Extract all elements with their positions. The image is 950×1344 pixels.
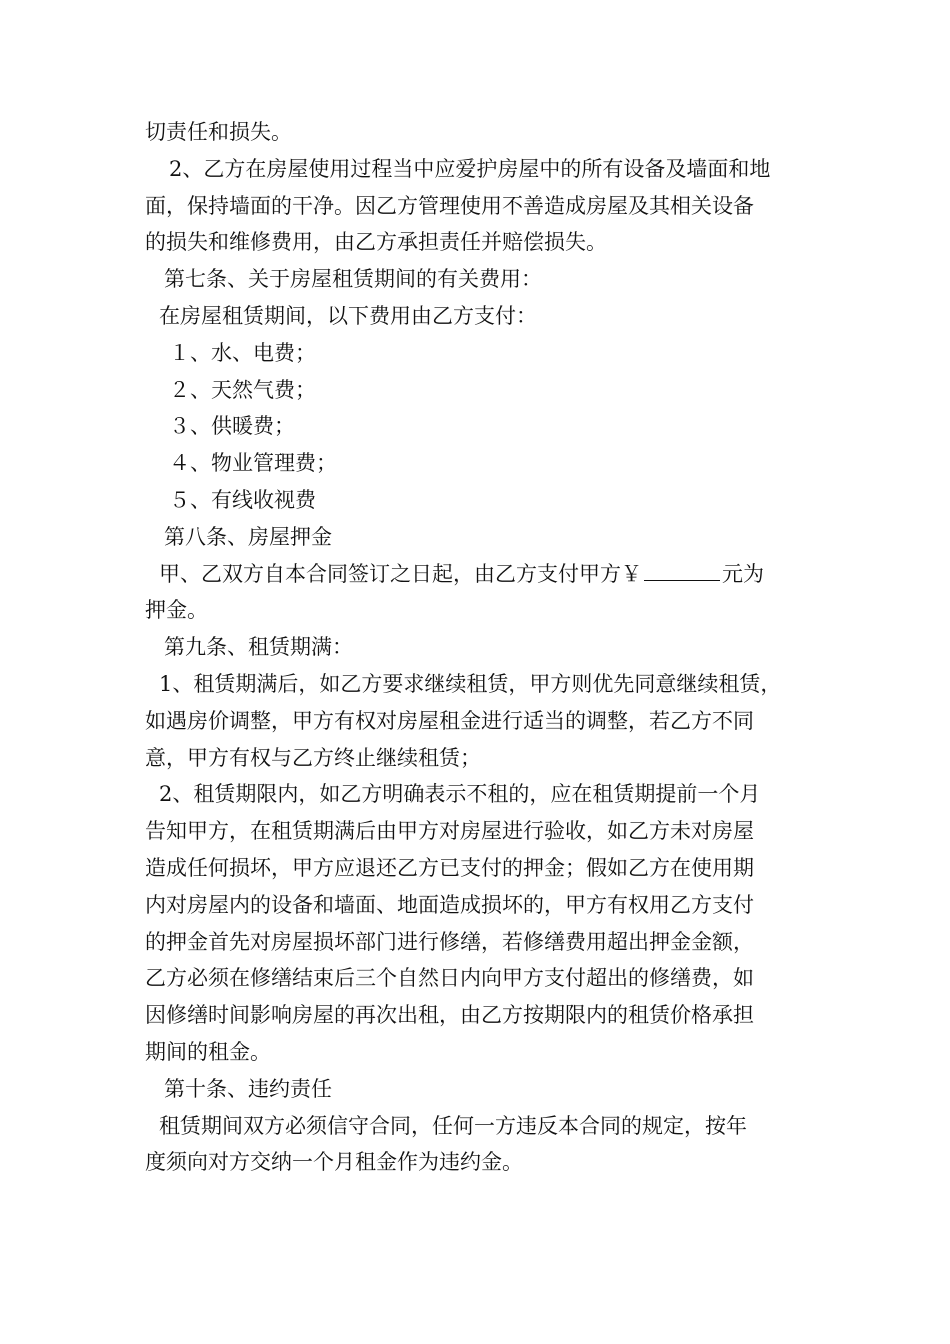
paragraph-line: 告知甲方，在租赁期满后由甲方对房屋进行验收，如乙方未对房屋 [145,819,754,844]
document-body [145,114,810,1181]
paragraph-line: 在房屋租赁期间，以下费用由乙方支付： [159,303,537,328]
paragraph-line: 切责任和损失。 [145,120,292,144]
paragraph-line: 的押金首先对房屋损坏部门进行修缮，若修缮费用超出押金金额， [145,929,754,954]
clause-item-1: 1、租赁期满后，如乙方要求继续租赁，甲方则优先同意继续租赁， [159,671,782,696]
paragraph-line: 内对房屋内的设备和墙面、地面造成损坏的，甲方有权用乙方支付 [145,892,754,917]
paragraph-line: 期间的租金。 [145,1039,271,1064]
paragraph-line: 造成任何损坏，甲方应退还乙方已支付的押金；假如乙方在使用期 [145,855,754,880]
article-heading-9: 第九条、租赁期满： [164,635,353,660]
paragraph-line: 的损失和维修费用，由乙方承担责任并赔偿损失。 [145,230,607,255]
deposit-amount-blank [644,560,720,581]
fee-item-4: ４、物业管理费； [169,451,337,476]
article-heading-8: 第八条、房屋押金 [164,524,332,549]
article-heading-7: 第七条、关于房屋租赁期间的有关费用： [164,267,542,292]
clause-item-2: 2、乙方在房屋使用过程当中应爱护房屋中的所有设备及墙面和地 [169,156,771,181]
paragraph-line: 面，保持墙面的干净。因乙方管理使用不善造成房屋及其相关设备 [145,193,754,218]
paragraph-line: 押金。 [145,598,208,623]
fee-item-1: １、水、电费； [169,340,316,365]
article-heading-10: 第十条、违约责任 [164,1076,332,1101]
paragraph-line: 乙方必须在修缮结束后三个自然日内向甲方支付超出的修缮费，如 [145,966,754,991]
deposit-text: 甲、乙双方自本合同签订之日起，由乙方支付甲方￥ [159,561,642,586]
paragraph-line: 意，甲方有权与乙方终止继续租赁； [145,745,481,770]
paragraph-line: 如遇房价调整，甲方有权对房屋租金进行适当的调整，若乙方不同 [145,708,754,733]
paragraph-line: 租赁期间双方必须信守合同，任何一方违反本合同的规定，按年 [159,1113,747,1138]
deposit-text-end: 元为 [722,561,764,586]
fee-item-5: ５、有线收视费 [169,487,316,512]
paragraph-line: 因修缮时间影响房屋的再次出租，由乙方按期限内的租赁价格承担 [145,1003,754,1028]
fee-item-3: ３、供暖费； [169,414,295,439]
deposit-line [145,556,810,593]
paragraph-line: 度须向对方交纳一个月租金作为违约金。 [145,1150,523,1175]
fee-item-2: ２、天然气费； [169,377,316,402]
clause-item-2: 2、租赁期限内，如乙方明确表示不租的，应在租赁期提前一个月 [159,782,761,807]
